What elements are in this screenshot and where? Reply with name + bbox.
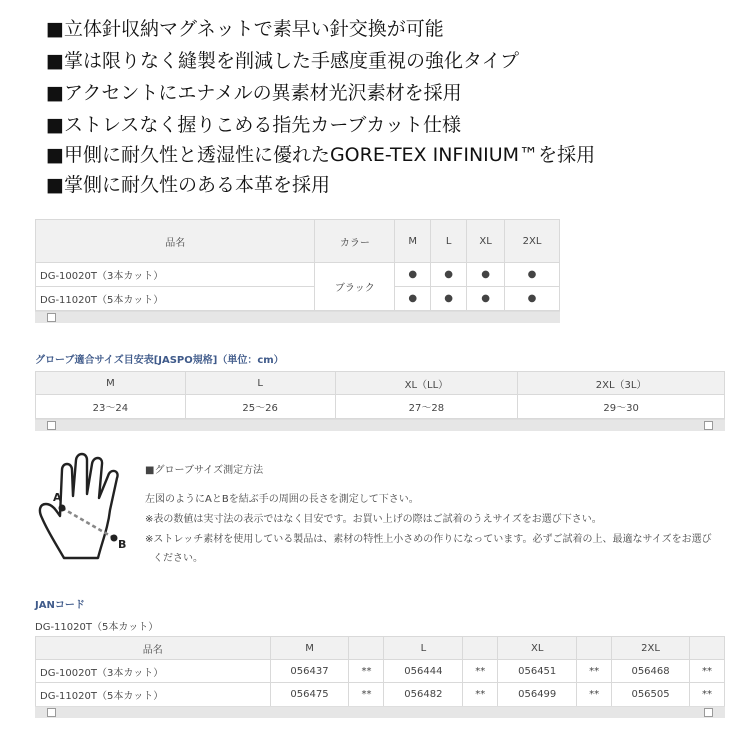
product-name: DG-11020T（5本カット） (36, 287, 315, 311)
feature-line-1: ■立体針収納マグネットで素早い針交換が可能 (46, 18, 444, 40)
jan-code: 056475 (270, 683, 349, 707)
jan-header-m: M (270, 637, 349, 660)
jan-code-suffix: ** (349, 683, 384, 707)
product-table-scrollbar[interactable] (35, 311, 560, 323)
availability-mark: ● (395, 263, 431, 287)
product-header-l: L (431, 220, 467, 263)
jan-header-2xl: 2XL (612, 637, 690, 660)
point-b-label: B (118, 538, 127, 551)
availability-mark: ● (431, 263, 467, 287)
jan-code-suffix: ** (690, 683, 725, 707)
scroll-right-handle[interactable] (704, 421, 713, 430)
jan-subtitle: DG-11020T（5本カット） (35, 622, 159, 633)
scroll-left-handle[interactable] (47, 313, 56, 322)
size-value-2xl: 29～30 (518, 395, 725, 419)
table-row (36, 395, 725, 419)
feature-line-4: ■ストレスなく握りこめる指先カーブカット仕様 (46, 114, 462, 136)
product-header-xl: XL (467, 220, 505, 263)
measure-heading: ■グローブサイズ測定方法 (145, 465, 264, 476)
product-name: DG-10020T（3本カット） (36, 263, 315, 287)
jan-code: 056499 (498, 683, 577, 707)
jan-code-suffix: ** (690, 660, 725, 683)
scroll-left-handle[interactable] (47, 421, 56, 430)
measure-note-2: ※ストレッチ素材を使用している製品は、素材の特性上小さめの作りになっています。必ずご試着の上、最適なサイズをお選び (145, 534, 712, 545)
measure-instruction: 左図のようにAとBを結ぶ手の周囲の長さを測定して下さい。 (145, 494, 419, 505)
product-header-m: M (395, 220, 431, 263)
availability-mark: ● (505, 263, 560, 287)
table-row (36, 660, 725, 683)
product-table (35, 219, 560, 311)
availability-mark: ● (467, 263, 505, 287)
size-header-l: L (185, 372, 335, 395)
jan-code-suffix: ** (349, 660, 384, 683)
scroll-left-handle[interactable] (47, 708, 56, 717)
feature-line-3: ■アクセントにエナメルの異素材光沢素材を採用 (46, 82, 462, 104)
jan-code-suffix: ** (463, 683, 498, 707)
jan-header-name: 品名 (36, 637, 271, 660)
product-header-color: カラー (315, 220, 395, 263)
size-header-xl: XL（LL） (335, 372, 518, 395)
measure-note-1: ※表の数値は実寸法の表示ではなく目安です。お買い上げの際はご試着のうえサイズをお選び下さい。 (145, 514, 602, 525)
size-guide-title: グローブ適合サイズ目安表[JASPO規格]（単位：cm） (35, 355, 284, 366)
product-header-name: 品名 (36, 220, 315, 263)
jan-code: 056444 (384, 660, 463, 683)
scroll-right-handle[interactable] (704, 708, 713, 717)
table-row (36, 263, 560, 287)
size-value-xl: 27～28 (335, 395, 518, 419)
product-header-2xl: 2XL (505, 220, 560, 263)
feature-line-2: ■掌は限りなく縫製を削減した手感度重視の強化タイプ (46, 50, 520, 72)
availability-mark: ● (395, 287, 431, 311)
jan-code-suffix: ** (577, 660, 612, 683)
jan-title: JANコード (35, 600, 85, 611)
size-header-m: M (36, 372, 186, 395)
jan-code: 056482 (384, 683, 463, 707)
jan-code: 056437 (270, 660, 349, 683)
jan-code: 056505 (612, 683, 690, 707)
jan-table (35, 636, 725, 707)
jan-code-suffix: ** (463, 660, 498, 683)
table-row (36, 287, 560, 311)
size-table-scrollbar[interactable] (35, 419, 725, 431)
jan-code: 056451 (498, 660, 577, 683)
measure-note-2-cont: ください。 (153, 553, 203, 564)
availability-mark: ● (505, 287, 560, 311)
jan-header-xl: XL (498, 637, 577, 660)
jan-header-l: L (384, 637, 463, 660)
jan-code: 056468 (612, 660, 690, 683)
feature-line-5: ■甲側に耐久性と透湿性に優れたGORE-TEX INFINIUM™を採用 (46, 144, 596, 166)
availability-mark: ● (431, 287, 467, 311)
jan-table-scrollbar[interactable] (35, 706, 725, 718)
availability-mark: ● (467, 287, 505, 311)
jan-product-name: DG-11020T（5本カット） (36, 683, 271, 707)
size-header-2xl: 2XL（3L） (518, 372, 725, 395)
feature-line-6: ■掌側に耐久性のある本革を採用 (46, 174, 330, 196)
point-a-label: A (53, 491, 62, 504)
size-value-m: 23～24 (36, 395, 186, 419)
product-color: ブラック (315, 263, 395, 311)
size-guide-table (35, 371, 725, 419)
table-row (36, 683, 725, 707)
jan-product-name: DG-10020T（3本カット） (36, 660, 271, 683)
jan-code-suffix: ** (577, 683, 612, 707)
size-value-l: 25～26 (185, 395, 335, 419)
